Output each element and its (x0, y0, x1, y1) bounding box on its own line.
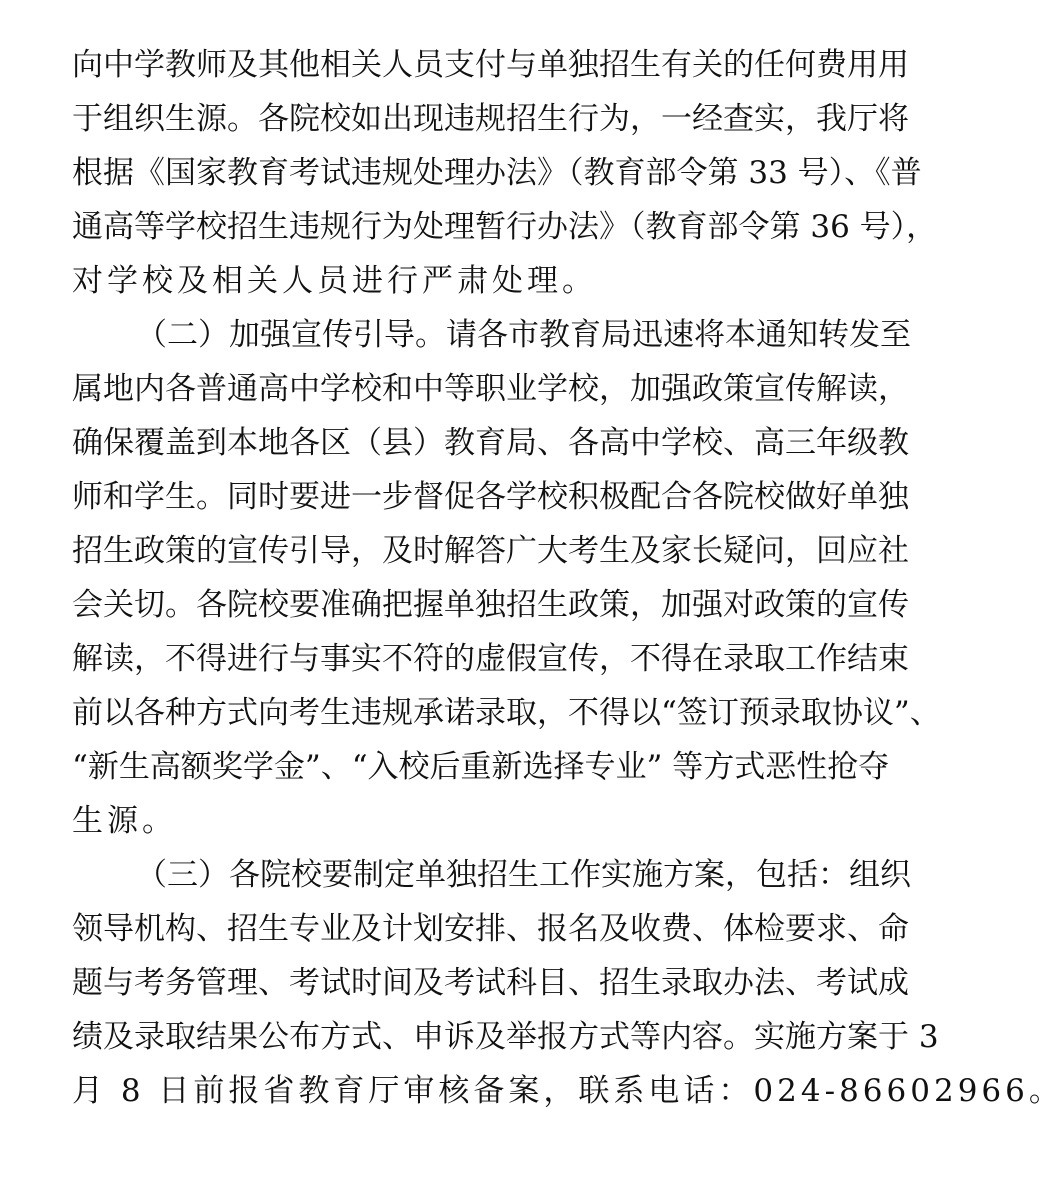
text-line: 确保覆盖到本地各区（县）教育局、各高中学校、高三年级教 (72, 425, 909, 461)
document-body (72, 38, 1064, 1118)
text-line: 通高等学校招生违规行为处理暂行办法》（教育部令第 36 号）， (72, 209, 938, 245)
text-line: 生源。 (72, 803, 177, 839)
text-line: “新生高额奖学金”、“入校后重新选择专业” 等方式恶性抢夺 (72, 749, 890, 785)
text-line: 月 8 日前报省教育厅审核备案，联系电话：024-86602966。 (72, 1073, 1064, 1109)
text-line: 向中学教师及其他相关人员支付与单独招生有关的任何费用用 (72, 47, 909, 83)
text-line: 解读，不得进行与事实不符的虚假宣传，不得在录取工作结束 (72, 641, 909, 677)
text-line: 师和学生。同时要进一步督促各学校积极配合各院校做好单独 (72, 479, 909, 515)
paragraph-heading-line: （三）各院校要制定单独招生工作实施方案，包括：组织 (136, 857, 911, 893)
text-line: 根据《国家教育考试违规处理办法》（教育部令第 33 号）、《普 (72, 155, 922, 191)
text-line: 对学校及相关人员进行严肃处理。 (72, 263, 597, 299)
text-line: 招生政策的宣传引导，及时解答广大考生及家长疑问，回应社 (72, 533, 909, 569)
text-line: 领导机构、招生专业及计划安排、报名及收费、体检要求、命 (72, 911, 909, 947)
text-line: 绩及录取结果公布方式、申诉及举报方式等内容。实施方案于 3 (72, 1019, 939, 1055)
text-line: 题与考务管理、考试时间及考试科目、招生录取办法、考试成 (72, 965, 909, 1001)
text-line: 前以各种方式向考生违规承诺录取，不得以“签订预录取协议”、 (72, 695, 941, 731)
text-line: 属地内各普通高中学校和中等职业学校，加强政策宣传解读， (72, 371, 909, 407)
paragraph-heading-line: （二）加强宣传引导。请各市教育局迅速将本通知转发至 (136, 317, 911, 353)
text-line: 会关切。各院校要准确把握单独招生政策，加强对政策的宣传 (72, 587, 909, 623)
text-line: 于组织生源。各院校如出现违规招生行为，一经查实，我厅将 (72, 101, 909, 137)
